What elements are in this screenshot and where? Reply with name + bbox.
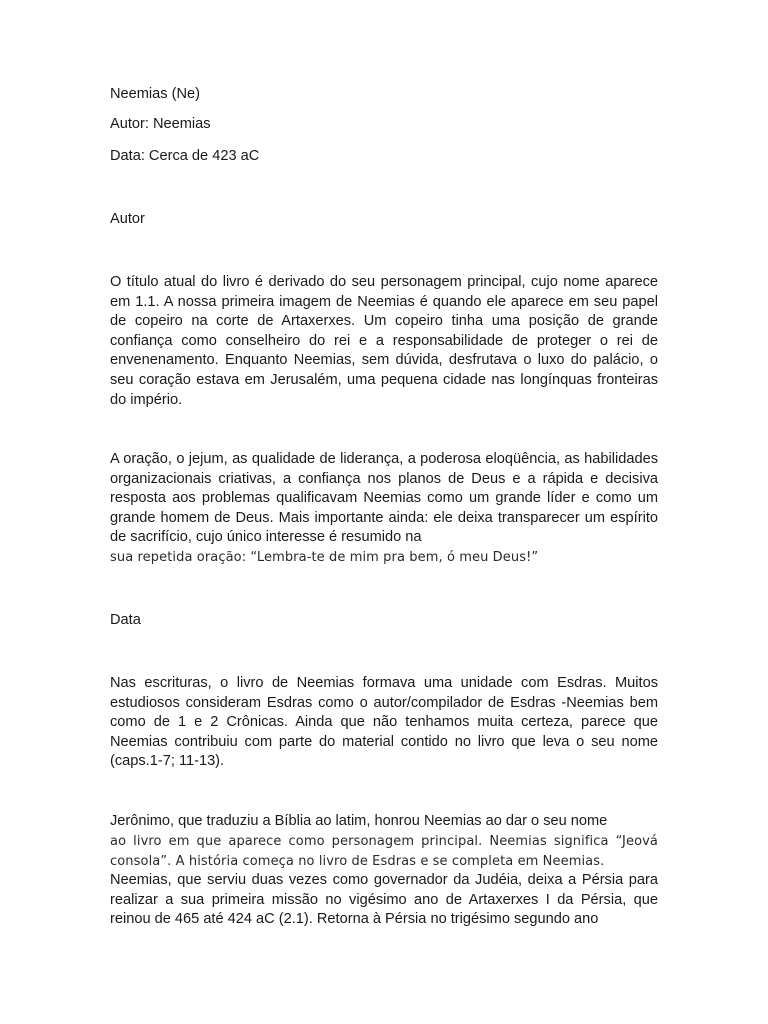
date-paragraph-2-alt: ao livro em que aparece como personagem principal. Neemias significa “Jeová consola”. A história começa no livro de Esdras e se completa em Neemias. <box>110 834 658 869</box>
author-paragraph-2: A oração, o jejum, as qualidade de liderança, a poderosa eloqüência, as habilidades organizacionais criativas, a confiança nos planos de Deus e a rápida e decisiva resposta aos problemas qualificavam Neemias como um grande líder e como um grande homem de Deus. Mais importante ainda: ele deixa transparecer um espírito de sacrifício, cujo único interesse é resumido na <box>110 451 658 546</box>
author-heading: Autor <box>110 211 145 227</box>
date-paragraph-2-rest: Neemias, que serviu duas vezes como governador da Judéia, deixa a Pérsia para realizar a sua primeira missão no vigésimo ano de Artaxerxes I da Pérsia, que reinou de 465 até 424 aC (2.1). Retorna à Pérsia no trigésimo segundo ano <box>110 872 658 928</box>
date-heading: Data <box>110 612 141 628</box>
author-line: Autor: Neemias <box>110 116 211 132</box>
date-line: Data: Cerca de 423 aC <box>110 148 260 164</box>
date-paragraph-1: Nas escrituras, o livro de Neemias formava uma unidade com Esdras. Muitos estudiosos consideram Esdras como o autor/compilador de Esdras -Neemias bem como de 1 e 2 Crônicas. Ainda que não tenhamos muita certeza, parece que Neemias contribuiu com parte do material contido no livro que leva o seu nome (caps.1-7; 11-13). <box>110 675 658 770</box>
date-paragraph-2-line-1: Jerônimo, que traduziu a Bíblia ao latim, honrou Neemias ao dar o seu nome <box>110 813 608 829</box>
author-paragraph-2-tail: sua repetida oração: “Lembra-te de mim pra bem, ó meu Deus!” <box>110 550 539 565</box>
book-title: Neemias (Ne) <box>110 86 201 102</box>
author-paragraph-1: O título atual do livro é derivado do seu personagem principal, cujo nome aparece em 1.1. A nossa primeira imagem de Neemias é quando ele aparece em seu papel de copeiro na corte de Artaxerxes. Um copeiro tinha uma posição de grande confiança como conselheiro do rei e a responsabilidade de proteger o rei de envenenamento. Enquanto Neemias, sem dúvida, desfrutava o luxo do palácio, o seu coração estava em Jerusalém, uma pequena cidade nas longínquas fronteiras do império. <box>110 274 658 408</box>
